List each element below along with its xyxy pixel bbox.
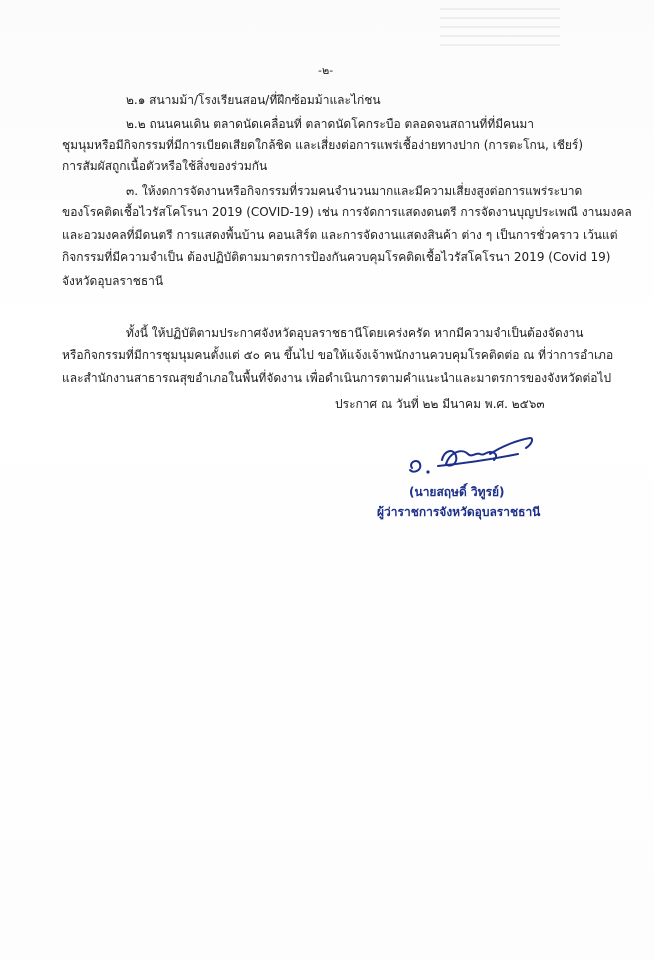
closing-paragraph-cont-2: และสำนักงานสาธารณสุขอำเภอในพื้นที่จัดงาน เพื่อดำเนินการตามคำแนะนำและมาตรการของจังหวัดต่อไป [62,371,612,385]
show-through-text [440,6,560,46]
announce-date: ประกาศ ณ วันที่ ๒๒ มีนาคม พ.ศ. ๒๕๖๓ [335,397,545,411]
closing-paragraph: ทั้งนี้ ให้ปฏิบัติตามประกาศจังหวัดอุบลราชธานีโดยเคร่งครัด หากมีความจำเป็นต้องจัดงาน [126,326,584,340]
closing-paragraph-cont-1: หรือกิจกรรมที่มีการชุมนุมคนตั้งแต่ ๕๐ คน ขึ้นไป ขอให้แจ้งเจ้าพนักงานควบคุมโรคติดต่อ ณ ที่ว่าการอำเภอ [62,348,614,362]
page-number: -๒- [318,64,334,77]
signer-title: ผู้ว่าราชการจังหวัดอุบลราชธานี [377,505,541,519]
item-3-cont-2: และอวมงคลที่มีดนตรี การแสดงพื้นบ้าน คอนเสิร์ต และการจัดงานแสดงสินค้า ต่าง ๆ เป็นการชั่วคราว เว้นแต่ [62,228,618,242]
item-2-1: ๒.๑ สนามม้า/โรงเรียนสอน/ที่ฝึกซ้อมม้าและไก่ชน [126,93,381,107]
item-2-2-cont-2: การสัมผัสถูกเนื้อตัวหรือใช้สิ่งของร่วมกัน [62,159,268,173]
item-2-2: ๒.๒ ถนนคนเดิน ตลาดนัดเคลื่อนที่ ตลาดนัดโคกระบือ ตลอดจนสถานที่ที่มีคนมา [126,117,535,131]
item-3: ๓. ให้งดการจัดงานหรือกิจกรรมที่รวมคนจำนวนมากและมีความเสี่ยงสูงต่อการแพร่ระบาด [126,184,583,198]
item-3-cont-4: จังหวัดอุบลราชธานี [62,274,164,288]
item-3-cont-1: ของโรคติดเชื้อไวรัสโคโรนา 2019 (COVID-19) เช่น การจัดการแสดงดนตรี การจัดงานบุญประเพณี งานมงคล [62,205,632,219]
item-2-2-cont-1: ชุมนุมหรือมีกิจกรรมที่มีการเบียดเสียดใกล้ชิด และเสี่ยงต่อการแพร่เชื้อง่ายทางปาก (การตะโกน, เชียร์) [62,138,584,152]
signature-image [398,430,538,482]
item-3-cont-3: กิจกรรมที่มีความจำเป็น ต้องปฏิบัติตามมาตรการป้องกันควบคุมโรคติดเชื้อไวรัสโคโรนา 2019 (Covid 19) [62,250,611,264]
signer-name: (นายสฤษดิ์ วิทูรย์) [409,485,505,499]
